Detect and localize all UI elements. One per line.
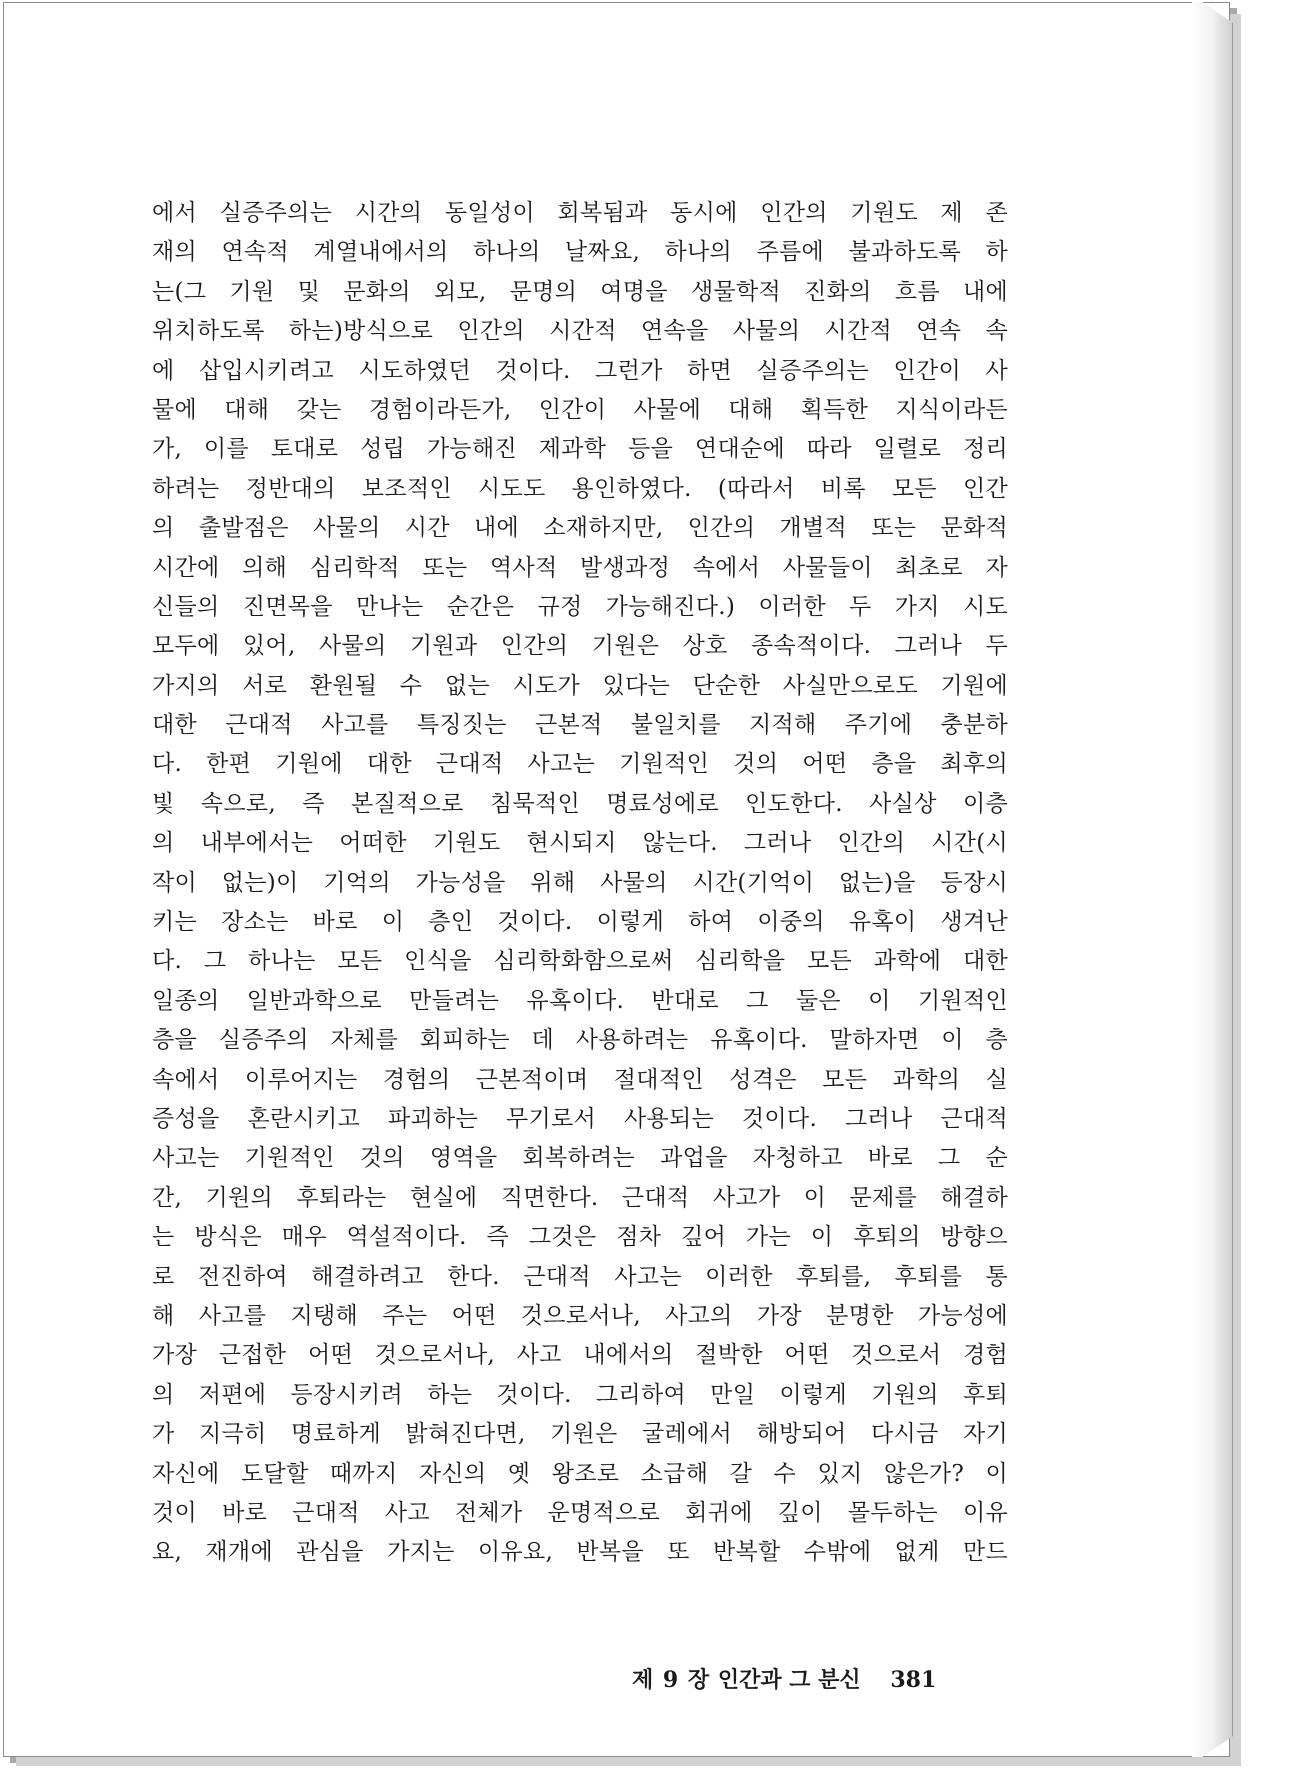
chapter-number: 제 9 장 [632,1667,711,1693]
page-number: 381 [890,1667,937,1693]
text-line: 로 전진하여 해결하려고 한다. 근대적 사고는 이러한 후퇴를, 후퇴를 통 [152,1263,1008,1290]
text-line: 에서 실증주의는 시간의 동일성이 회복됨과 동시에 인간의 기원도 제 존 [152,200,1008,226]
text-line: 대한 근대적 사고를 특징짓는 근본적 불일치를 지적해 주기에 충분하 [152,712,1008,739]
text-line: 는(그 기원 및 문화의 외모, 문명의 여명을 생물학적 진화의 흐름 내에 [152,278,1008,305]
text-line: 의 저편에 등장시키려 하는 것이다. 그리하여 만일 이렇게 기원의 후퇴 [152,1381,1008,1408]
text-line: 위치하도록 하는)방식으로 인간의 시간적 연속을 사물의 시간적 연속 속 [152,318,1008,345]
text-line: 일종의 일반과학으로 만들려는 유혹이다. 반대로 그 둘은 이 기원적인 [152,987,1008,1014]
text-line: 재의 연속적 계열내에서의 하나의 날짜요, 하나의 주름에 불과하도록 하 [152,239,1008,266]
text-line: 층을 실증주의 자체를 회피하는 데 사용하려는 유혹이다. 말하자면 이 층 [152,1027,1008,1054]
text-line: 의 내부에서는 어떠한 기원도 현시되지 않는다. 그러나 인간의 시간(시 [152,830,1008,857]
body-text [152,194,1008,1573]
text-line: 것이 바로 근대적 사고 전체가 운명적으로 회귀에 깊이 몰두하는 이유 [152,1499,1008,1526]
text-line: 가 지극히 명료하게 밝혀진다면, 기원은 굴레에서 해방되어 다시금 자기 [152,1421,1008,1448]
text-line: 사고는 기원적인 것의 영역을 회복하려는 과업을 자청하고 바로 그 순 [152,1145,1008,1172]
text-line: 빛 속으로, 즉 본질적으로 침묵적인 명료성에로 인도한다. 사실상 이층 [152,790,1008,817]
text-line: 신들의 진면목을 만나는 순간은 규정 가능해진다.) 이러한 두 가지 시도 [152,593,1008,620]
text-line: 해 사고를 지탱해 주는 어떤 것으로서나, 사고의 가장 분명한 가능성에 [152,1302,1008,1329]
text-line: 작이 없는)이 기억의 가능성을 위해 사물의 시간(기억이 없는)을 등장시 [152,869,1008,896]
text-line: 시간에 의해 심리학적 또는 역사적 발생과정 속에서 사물들이 최초로 자 [152,554,1008,581]
text-line: 속에서 이루어지는 경험의 근본적이며 절대적인 성격은 모든 과학의 실 [152,1066,1008,1093]
text-line: 의 출발점은 사물의 시간 내에 소재하지만, 인간의 개별적 또는 문화적 [152,515,1008,542]
page-footer [632,1663,936,1694]
text-line: 다. 그 하나는 모든 인식을 심리학화함으로써 심리학을 모든 과학에 대한 [152,948,1008,975]
text-line: 키는 장소는 바로 이 층인 것이다. 이렇게 하여 이중의 유혹이 생겨난 [152,909,1008,936]
text-line: 증성을 혼란시키고 파괴하는 무기로서 사용되는 것이다. 그러나 근대적 [152,1105,1008,1132]
text-line: 모두에 있어, 사물의 기원과 인간의 기원은 상호 종속적이다. 그러나 두 [152,633,1008,660]
text-line: 에 삽입시키려고 시도하였던 것이다. 그런가 하면 실증주의는 인간이 사 [152,357,1008,384]
page-edge-curl [1192,2,1233,1757]
text-line: 물에 대해 갖는 경험이라든가, 인간이 사물에 대해 획득한 지식이라든 [152,396,1008,423]
text-line: 요, 재개에 관심을 가지는 이유요, 반복을 또 반복할 수밖에 없게 만드 [152,1539,1008,1566]
text-line: 다. 한편 기원에 대한 근대적 사고는 기원적인 것의 어떤 층을 최후의 [152,751,1008,778]
text-line: 간, 기원의 후퇴라는 현실에 직면한다. 근대적 사고가 이 문제를 해결하 [152,1184,1008,1211]
text-line: 하려는 정반대의 보조적인 시도도 용인하였다. (따라서 비록 모든 인간 [152,475,1008,502]
text-line: 가, 이를 토대로 성립 가능해진 제과학 등을 연대순에 따라 일렬로 정리 [152,436,1008,463]
text-line: 자신에 도달할 때까지 자신의 옛 왕조로 소급해 갈 수 있지 않은가? 이 [152,1460,1008,1487]
text-line: 가지의 서로 환원될 수 없는 시도가 있다는 단순한 사실만으로도 기원에 [152,672,1008,699]
text-line: 는 방식은 매우 역설적이다. 즉 그것은 점차 깊어 가는 이 후퇴의 방향으 [152,1224,1008,1251]
chapter-title: 인간과 그 분신 [717,1667,861,1693]
text-line: 가장 근접한 어떤 것으로서나, 사고 내에서의 절박한 어떤 것으로서 경험 [152,1342,1008,1369]
